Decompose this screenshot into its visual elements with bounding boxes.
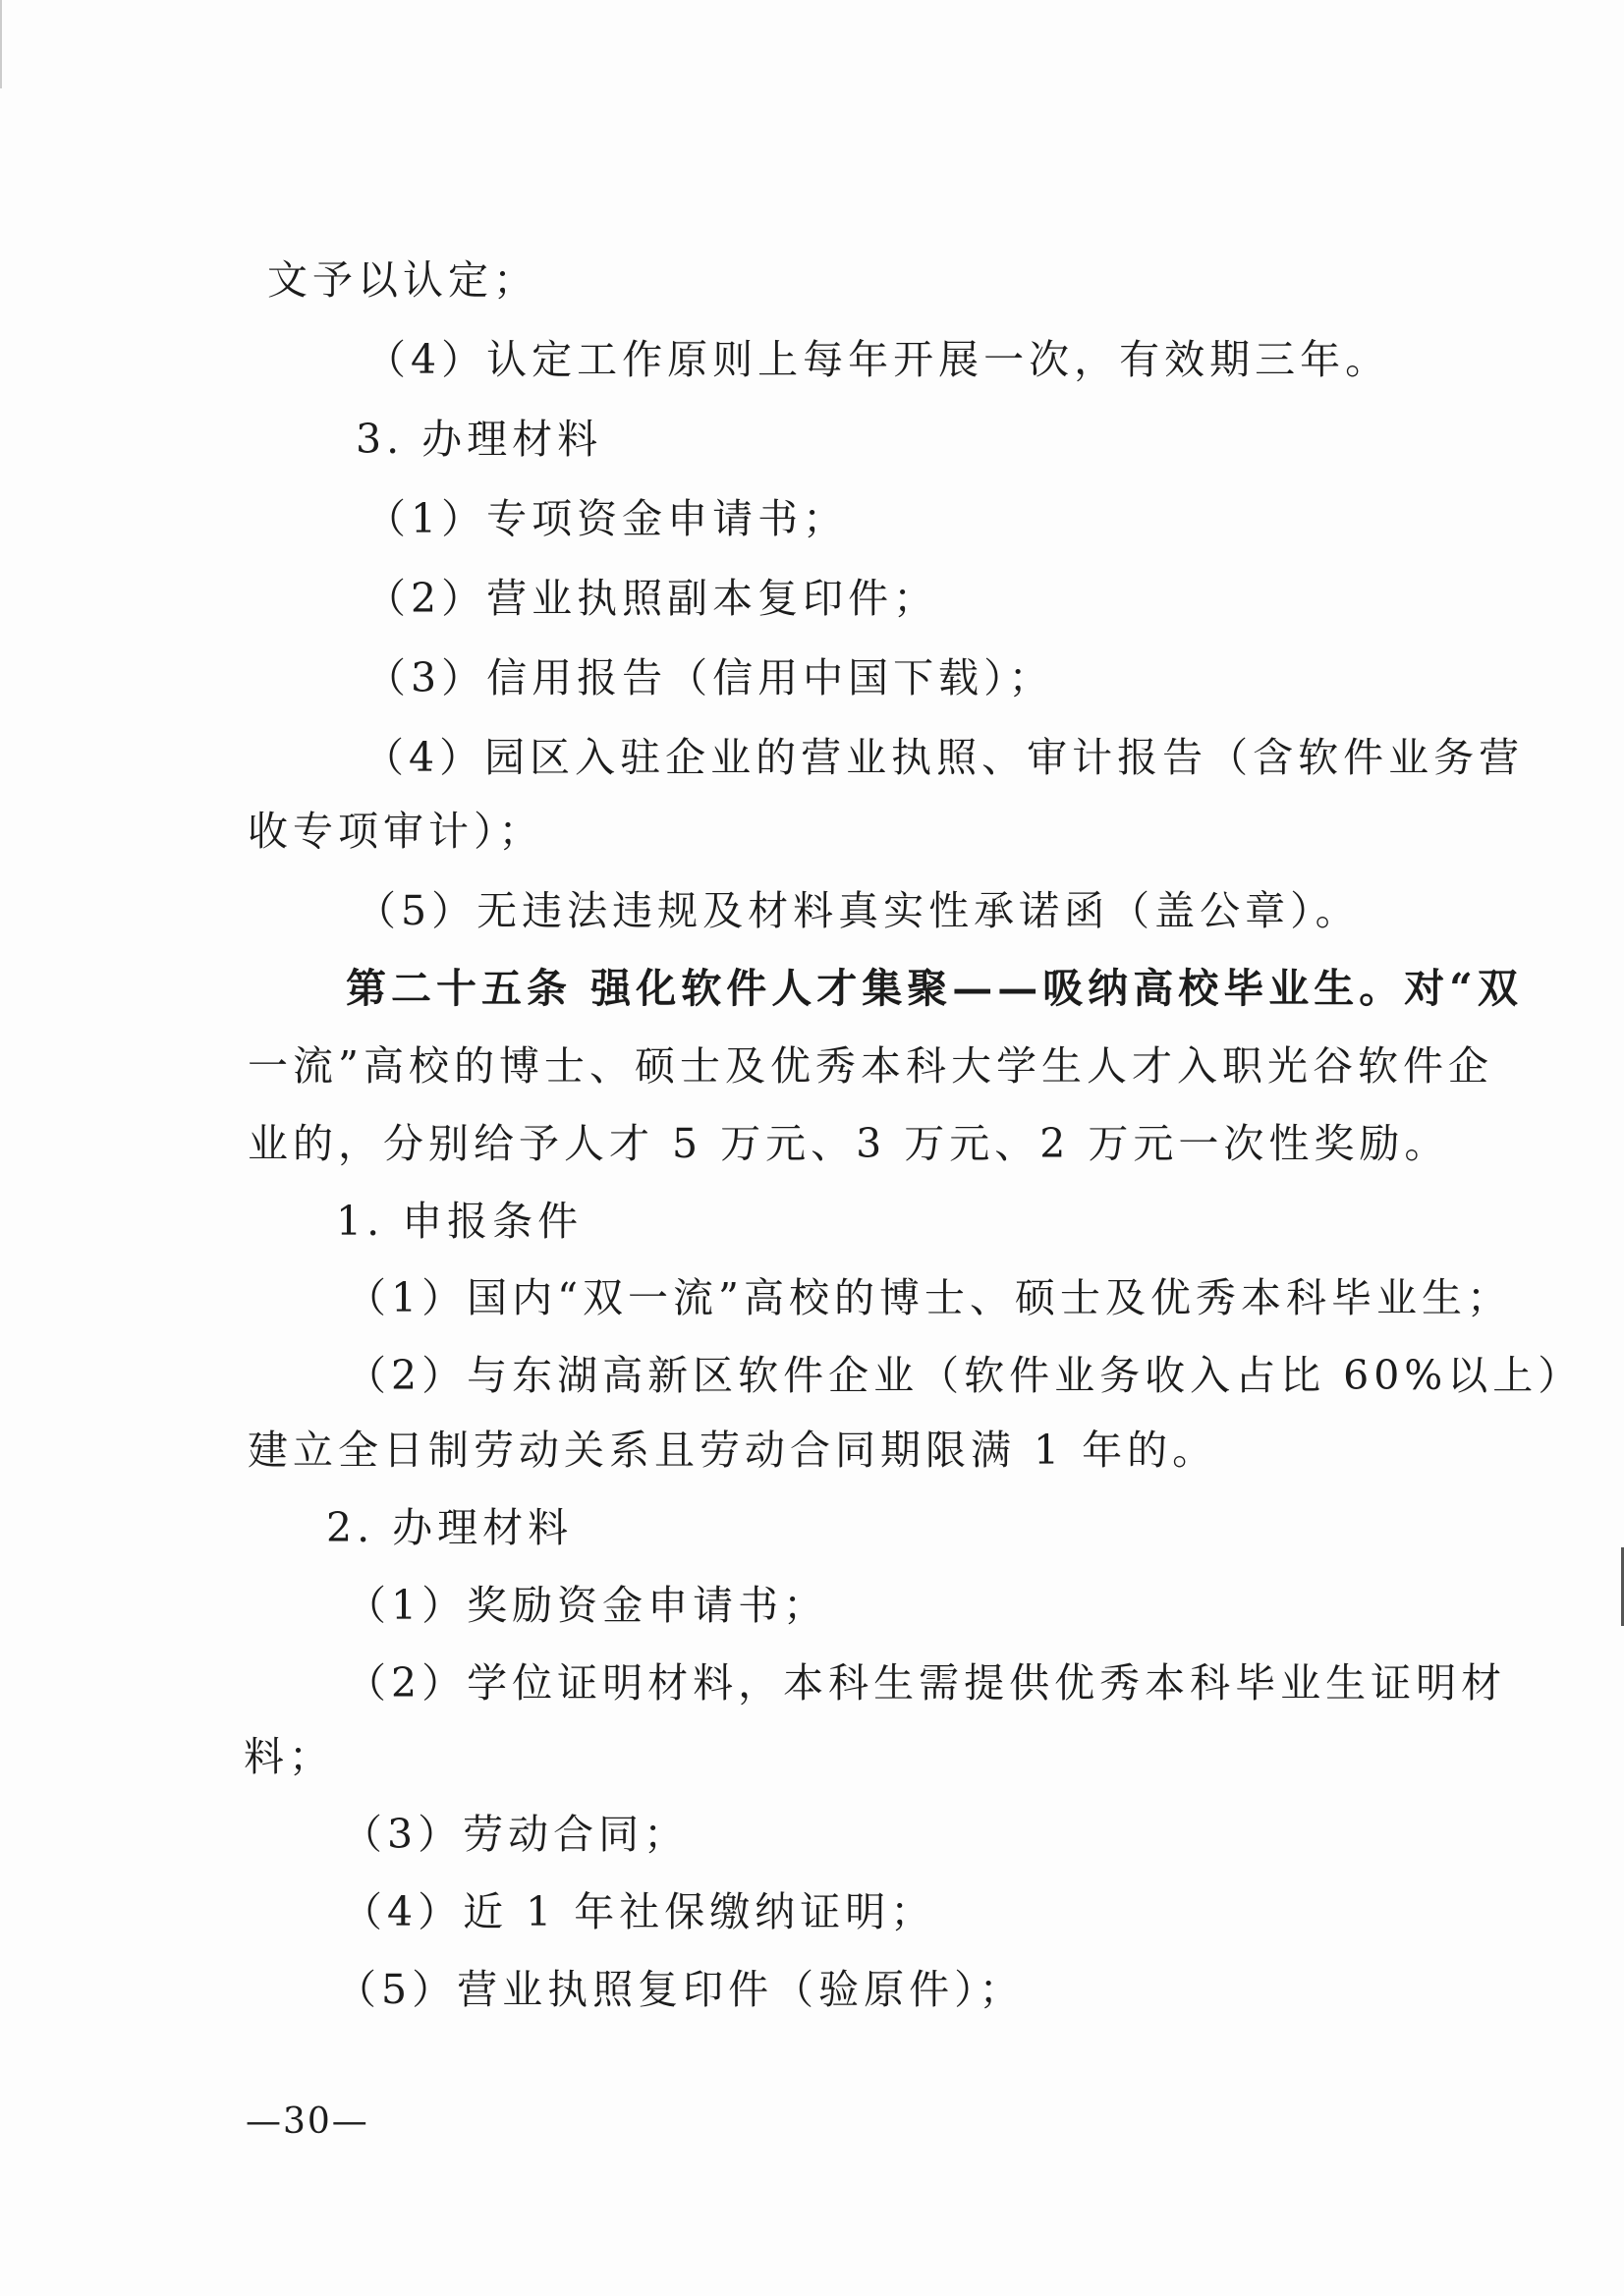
list-item: （2）营业执照副本复印件； — [365, 575, 939, 622]
scan-edge-mark — [0, 0, 2, 88]
list-item: （3）信用报告（信用中国下载）； — [365, 654, 1054, 701]
list-item-continuation: 建立全日制劳动关系且劳动合同期限满 1 年的。 — [248, 1427, 1218, 1474]
list-item-continuation: 料； — [244, 1733, 334, 1780]
list-item: （2）与东湖高新区软件企业（软件业务收入占比 60%以上） — [346, 1352, 1584, 1399]
list-item: （4）园区入驻企业的营业执照、审计报告（含软件业务营 — [364, 734, 1525, 781]
article-heading: 第二十五条 强化软件人才集聚——吸纳高校毕业生。对“双 — [346, 965, 1523, 1012]
list-item: （3）劳动合同； — [342, 1811, 690, 1858]
text-line: 文予以认定； — [267, 256, 538, 304]
text-line: （4）认定工作原则上每年开展一次，有效期三年。 — [365, 336, 1391, 383]
section-heading: 1. 申报条件 — [336, 1198, 584, 1245]
paragraph-line: 一流”高校的博士、硕士及优秀本科大学生人才入职光谷软件企 — [248, 1042, 1493, 1090]
list-item: （5）无违法违规及材料真实性承诺函（盖公章）。 — [356, 887, 1361, 934]
list-item: （1）国内“双一流”高校的博士、硕士及优秀本科毕业生； — [346, 1274, 1513, 1321]
paragraph-line: 业的，分别给予人才 5 万元、3 万元、2 万元一次性奖励。 — [248, 1120, 1450, 1167]
list-item-continuation: 收专项审计）； — [248, 808, 544, 855]
list-item: （5）营业执照复印件（验原件）； — [336, 1966, 1025, 2013]
list-item: （4）近 1 年社保缴纳证明； — [342, 1888, 936, 1935]
page-number: —30— — [246, 2101, 369, 2142]
list-item: （1）专项资金申请书； — [365, 495, 849, 542]
list-item: （2）学位证明材料，本科生需提供优秀本科毕业生证明材 — [346, 1659, 1507, 1707]
list-item: （1）奖励资金申请书； — [346, 1582, 829, 1629]
section-heading: 3. 办理材料 — [356, 416, 603, 463]
section-heading: 2. 办理材料 — [326, 1504, 574, 1551]
